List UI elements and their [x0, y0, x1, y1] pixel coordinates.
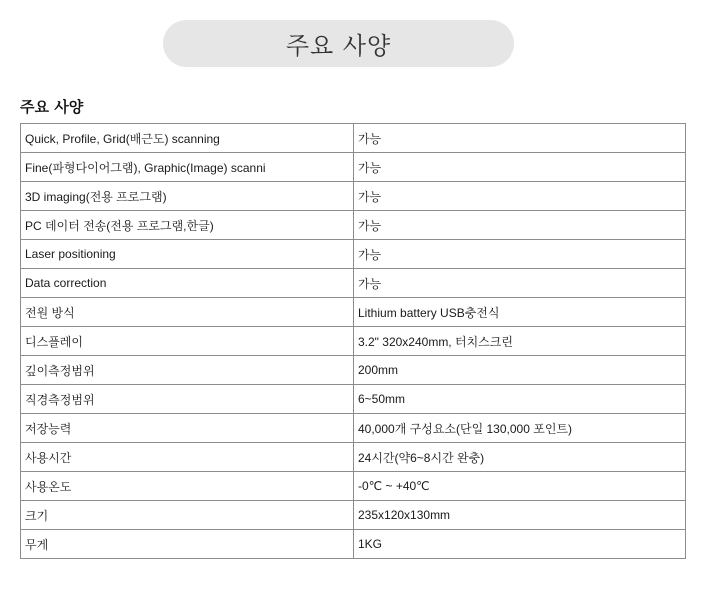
table-row [21, 124, 686, 153]
spec-value: 6~50mm [354, 385, 686, 414]
table-row [21, 327, 686, 356]
table-row [21, 153, 686, 182]
spec-item: 직경측정범위 [21, 385, 354, 414]
spec-value: 가능 [354, 153, 686, 182]
page-title: 주요 사양 [285, 32, 392, 60]
spec-item: Laser positioning [21, 240, 354, 269]
spec-value: 200mm [354, 356, 686, 385]
spec-value: 24시간(약6~8시간 완충) [354, 443, 686, 472]
table-row [21, 414, 686, 443]
spec-value: 가능 [354, 182, 686, 211]
table-row [21, 530, 686, 559]
table-row [21, 211, 686, 240]
table-row [21, 501, 686, 530]
spec-item: 디스플레이 [21, 327, 354, 356]
section-heading: 주요 사양 [20, 98, 84, 116]
spec-item: 크기 [21, 501, 354, 530]
table-row [21, 443, 686, 472]
spec-item: 사용시간 [21, 443, 354, 472]
table-row [21, 269, 686, 298]
spec-item: Quick, Profile, Grid(배근도) scanning [21, 124, 354, 153]
table-row [21, 472, 686, 501]
spec-item: 사용온도 [21, 472, 354, 501]
spec-value: 235x120x130mm [354, 501, 686, 530]
spec-value: 가능 [354, 240, 686, 269]
spec-item: 3D imaging(전용 프로그램) [21, 182, 354, 211]
spec-item: 저장능력 [21, 414, 354, 443]
spec-value: 가능 [354, 124, 686, 153]
table-row [21, 385, 686, 414]
table-row [21, 240, 686, 269]
table-row [21, 298, 686, 327]
spec-item: Data correction [21, 269, 354, 298]
spec-item: Fine(파형다이어그램), Graphic(Image) scanni [21, 153, 354, 182]
spec-value: 가능 [354, 211, 686, 240]
spec-value: 40,000개 구성요소(단일 130,000 포인트) [354, 414, 686, 443]
spec-value: -0℃ ~ +40℃ [354, 472, 686, 501]
spec-item: 무게 [21, 530, 354, 559]
spec-value: 가능 [354, 269, 686, 298]
spec-value: 3.2" 320x240mm, 터치스크린 [354, 327, 686, 356]
spec-value: 1KG [354, 530, 686, 559]
table-row [21, 356, 686, 385]
table-row [21, 182, 686, 211]
spec-value: Lithium battery USB충전식 [354, 298, 686, 327]
spec-item: 깊이측정범위 [21, 356, 354, 385]
spec-item: 전원 방식 [21, 298, 354, 327]
spec-item: PC 데이터 전송(전용 프로그램,한글) [21, 211, 354, 240]
page-title-banner [163, 20, 514, 67]
spec-table [20, 123, 686, 559]
